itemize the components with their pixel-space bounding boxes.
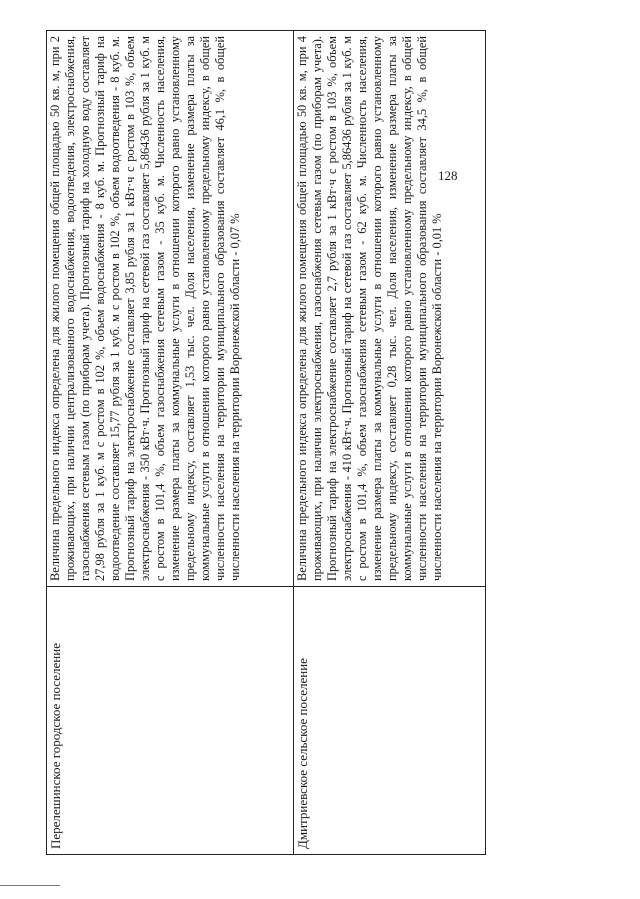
footnote-separator [0,885,60,886]
table-row [294,31,486,855]
page-number: 128 [438,168,458,183]
settlement-name-cell: Дмитриевское сельское поселение [294,587,486,855]
table-row [47,31,294,855]
rotated-table-frame [46,30,486,855]
tariff-index-table [46,30,486,855]
settlement-name-cell: Перелешинское городское поселение [47,587,294,855]
index-description-cell: Величина предельного индекса определена для жилого помещения общей площадью 50 кв. м, при 4 проживающих, при наличии электроснабжения, газоснабжения сетевым газом (по приборам учета). Прогнозный тариф на электроснабжение составляет 2,7 рубля за 1 кВт·ч с ростом в 103 %, объем электроснабжения - 410 кВт·ч. Прогнозный тариф на сетевой газ составляет 5,86436 рубля за 1 куб. м с ростом в 101,4 %, объем газоснабжения сетевым газом - 62 куб. м. Численность населения, изменение размера платы за коммунальные услуги в отношении которого равно установленному предельному индексу, составляет 0,28 тыс. чел. Доля населения, изменение размера платы за коммунальные услуги в отношении которого равно установленному предельному индексу, в общей численности населения на территории муниципального образования составляет 34,5 %, в общей численности населения на территории Воронежской области - 0,01 % [294,31,486,587]
tariff-table-container [46,30,486,855]
index-description-cell: Величина предельного индекса определена для жилого помещения общей площадью 50 кв. м, при 2 проживающих, при наличии централизованного водоснабжения, водоотведения, электроснабжения, газоснабжения сетевым газом (по приборам учета). Прогнозный тариф на холодную воду составляет 27,98 рубля за 1 куб. м с ростом в 102 %, объем водоснабжения - 8 куб. м. Прогнозный тариф на водоотведение составляет 15,77 рубля за 1 куб. м с ростом в 102 %, объем водоотведения - 8 куб. м. Прогнозный тариф на электроснабжение составляет 3,85 рубля за 1 кВт·ч с ростом в 103 %, объем электроснабжения - 350 кВт·ч. Прогнозный тариф на сетевой газ составляет 5,86436 рубля за 1 куб. м с ростом в 101,4 %, объем газоснабжения сетевым газом - 35 куб. м. Численность населения, изменение размера платы за коммунальные услуги в отношении которого равно установленному предельному индексу, составляет 1,53 тыс. чел. Доля населения, изменение размера платы за коммунальные услуги в отношении которого равно установленному предельному индексу, в общей численности населения на территории муниципального образования составляет 46,1 %, в общей численности населения на территории Воронежской области - 0,07 % [47,31,294,587]
